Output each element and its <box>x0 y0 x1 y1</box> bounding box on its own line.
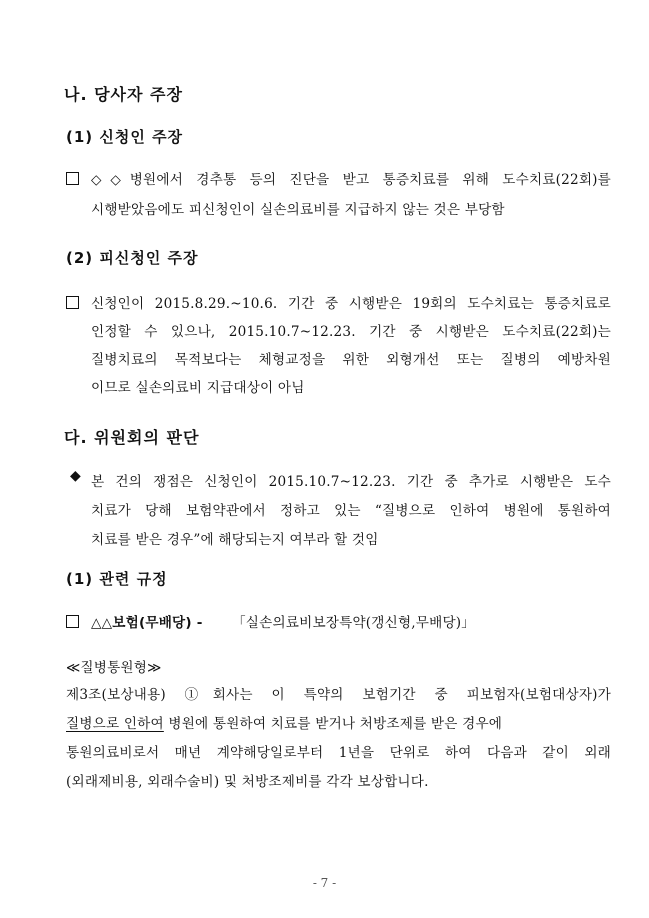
respondent-line-4: 이므로 실손의료비 지급대상이 아님 <box>91 380 305 396</box>
respondent-line-2: 인정할 수 있으나, 2015.10.7~12.23. 기간 중 시행받은 도수치료(22회)는 <box>91 324 611 340</box>
checkbox-icon <box>66 296 79 309</box>
regulation-heading: (1) 관련 규정 <box>66 570 168 588</box>
section-title-parties: 나. 당사자 주장 <box>64 85 183 104</box>
diamond-bullet-icon: ◆ <box>70 468 81 484</box>
section-title-judgment: 다. 위원회의 판단 <box>64 428 200 447</box>
respondent-line-1: 신청인이 2015.8.29.~10.6. 기간 중 시행받은 19회의 도수치료는 통증치료로 <box>91 296 611 312</box>
clause-line-4: (외래제비용, 외래수술비) 및 처방조제비를 각각 보상합니다. <box>66 774 429 790</box>
respondent-heading: (2) 피신청인 주장 <box>66 249 199 267</box>
claimant-line-1: ◇◇병원에서 경추통 등의 진단을 받고 통증치료를 위해 도수치료(22회)를 <box>91 172 611 188</box>
checkbox-icon <box>66 615 79 628</box>
clause-line-2-rest: 병원에 통원하여 치료를 받거나 처방조제를 받은 경우에 <box>163 716 503 732</box>
claimant-heading: (1) 신청인 주장 <box>66 128 184 146</box>
insurer-name: △△보험(무배당) - <box>91 615 203 631</box>
issue-line-2: 치료가 당해 보험약관에서 정하고 있는 “질병으로 인하여 병원에 통원하여 <box>91 503 611 519</box>
respondent-line-3: 질병치료의 목적보다는 체형교정을 위한 외형개선 또는 질병의 예방차원 <box>91 352 611 368</box>
checkbox-icon <box>66 172 79 185</box>
issue-line-1: 본 건의 쟁점은 신청인이 2015.10.7~12.23. 기간 중 추가로 시행받은 도수 <box>91 474 611 490</box>
page-number: - 7 - <box>312 876 337 890</box>
clause-line-2 <box>66 712 611 732</box>
clause-line-1: 제3조(보상내용) ①회사는 이 특약의 보험기간 중 피보험자(보험대상자)가 <box>66 687 611 703</box>
clause-line-3: 통원의료비로서 매년 계약해당일로부터 1년을 단위로 하여 다음과 같이 외래 <box>66 745 611 761</box>
clause-type-label: ≪질병통원형≫ <box>66 660 162 676</box>
clause-underlined-phrase: 질병으로 인하여 <box>66 716 164 732</box>
claimant-line-2: 시행받았음에도 피신청인이 실손의료비를 지급하지 않는 것은 부당함 <box>91 202 505 218</box>
issue-line-3: 치료를 받은 경우”에 해당되는지 여부라 할 것임 <box>91 532 379 548</box>
product-name: 「실손의료비보장특약(갱신형,무배당)」 <box>232 615 476 631</box>
